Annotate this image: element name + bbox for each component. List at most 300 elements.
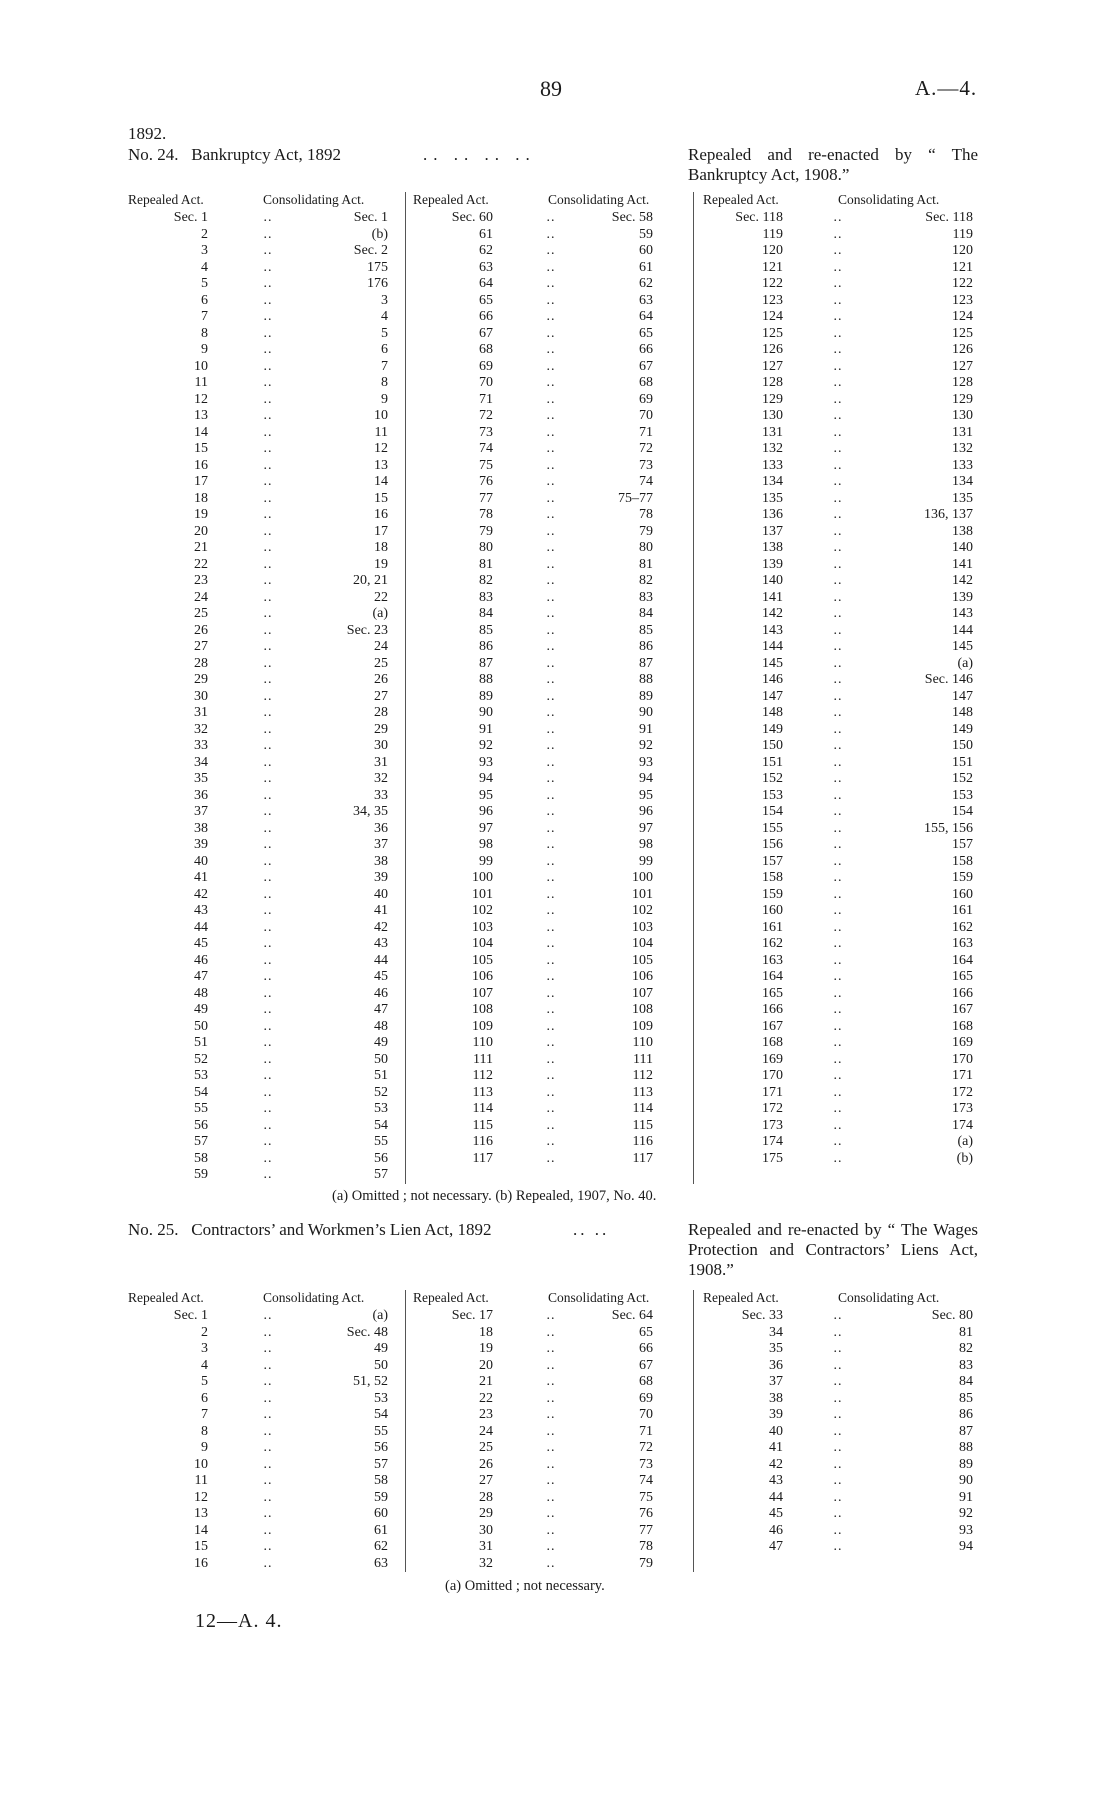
consolidating-section: 141: [952, 556, 973, 572]
repealed-section: 28: [194, 655, 208, 671]
repealed-section: 115: [472, 1117, 493, 1133]
repealed-section: 111: [473, 1051, 493, 1067]
consolidating-section: 25: [374, 655, 388, 671]
table-row: [128, 1035, 988, 1052]
table-row: [128, 1019, 988, 1036]
leader-dots: ..: [833, 1522, 843, 1538]
consolidating-section: 98: [639, 837, 653, 852]
leader-dots: ..: [263, 1134, 273, 1149]
leader-dots: ..: [546, 457, 556, 473]
leader-dots: ..: [263, 243, 273, 258]
consolidating-section: 148: [952, 705, 973, 720]
table-row: [128, 474, 988, 491]
consolidating-section: 102: [632, 903, 653, 918]
consolidating-section: 55: [374, 1134, 388, 1149]
repealed-section: 47: [194, 969, 208, 984]
leader-dots: ..: [833, 622, 843, 638]
repealed-section: 88: [479, 672, 493, 687]
leader-dots: ..: [833, 556, 843, 572]
consolidating-section: 154: [952, 804, 973, 819]
consolidating-section: 173: [952, 1101, 973, 1116]
leader-dots: ..: [833, 1308, 843, 1323]
repealed-section: 30: [479, 1522, 493, 1538]
repealed-section: 3: [201, 1341, 208, 1356]
consolidating-section: 87: [959, 1423, 973, 1439]
repealed-section: 167: [762, 1018, 783, 1034]
leader-dots: ..: [833, 705, 843, 720]
repealed-section: 133: [762, 457, 783, 473]
repealed-section: 75: [479, 457, 493, 473]
repealed-section: 70: [479, 375, 493, 390]
leader-dots: ..: [263, 1456, 273, 1472]
repealed-section: 40: [769, 1423, 783, 1439]
repealed-section: 158: [762, 870, 783, 885]
repealed-section: 30: [194, 688, 208, 704]
repealed-section: 127: [762, 358, 783, 374]
repealed-section: 29: [194, 672, 208, 687]
repealed-section: 34: [769, 1324, 783, 1340]
table-row: [128, 1134, 988, 1151]
repealed-section: 171: [762, 1084, 783, 1100]
leader-dots: ..: [263, 309, 273, 324]
table-row: [128, 986, 988, 1003]
repealed-section: 71: [479, 391, 493, 407]
repealed-section: 79: [479, 523, 493, 539]
leader-dots: ..: [263, 969, 273, 984]
consolidating-section: 42: [374, 919, 388, 935]
repealed-section: 7: [201, 1407, 208, 1422]
leader-dots: ..: [546, 969, 556, 984]
consolidating-section: 91: [959, 1489, 973, 1505]
consolidating-section: 124: [952, 309, 973, 324]
leader-dots: ..: [263, 837, 273, 852]
repealed-section: 126: [762, 342, 783, 357]
repealed-section: 95: [479, 787, 493, 803]
consolidating-section: 53: [374, 1390, 388, 1406]
repealed-section: 22: [194, 556, 208, 572]
consolidating-section: 89: [959, 1456, 973, 1472]
repealed-section: 117: [472, 1150, 493, 1166]
consolidating-section: 34, 35: [353, 804, 388, 819]
table-row: [128, 309, 988, 326]
leader-dots: ..: [263, 490, 273, 506]
repealed-section: 36: [194, 787, 208, 803]
repealed-section: 164: [762, 969, 783, 984]
leader-dots: ..: [833, 952, 843, 968]
consolidating-section: 93: [639, 754, 653, 770]
repealed-section: 59: [194, 1167, 208, 1182]
table-row: [128, 1556, 988, 1573]
act-25-table: [128, 1290, 988, 1572]
leader-dots: ..: [263, 457, 273, 473]
leader-dots: ..: [263, 1308, 273, 1323]
leader-dots: ..: [263, 259, 273, 275]
table-row: [128, 606, 988, 623]
table-row: [128, 293, 988, 310]
consolidating-section: 19: [374, 556, 388, 572]
leader-dots: ..: [546, 523, 556, 539]
leader-dots: ..: [833, 474, 843, 489]
repealed-section: 107: [472, 985, 493, 1001]
repealed-section: 41: [769, 1440, 783, 1455]
consolidating-section: 6: [381, 342, 388, 357]
repealed-section: 14: [194, 1522, 208, 1538]
repealed-section: 143: [762, 622, 783, 638]
leader-dots: ..: [546, 1117, 556, 1133]
leader-dots: ..: [546, 1456, 556, 1472]
consolidating-section: 114: [632, 1101, 653, 1116]
repealed-section: 153: [762, 787, 783, 803]
leader-dots: ..: [263, 936, 273, 951]
consolidating-section: 63: [639, 292, 653, 308]
leader-dots: ..: [263, 523, 273, 539]
leader-dots: ..: [833, 1489, 843, 1505]
repealed-section: 130: [762, 408, 783, 423]
leader-dots: ..: [546, 606, 556, 621]
table-row: [128, 1506, 988, 1523]
repealed-section: 76: [479, 474, 493, 489]
repealed-section: 105: [472, 952, 493, 968]
leader-dots: ..: [546, 243, 556, 258]
leader-dots: ..: [263, 1522, 273, 1538]
consolidating-section: 62: [374, 1539, 388, 1554]
leader-dots: ..: [546, 672, 556, 687]
table-row: [128, 1052, 988, 1069]
repealed-section: 85: [479, 622, 493, 638]
act-24-leader-dots: .. .. .. ..: [423, 145, 536, 164]
consolidating-section: 103: [632, 919, 653, 935]
consolidating-section: 12: [374, 441, 388, 456]
leader-dots: ..: [263, 391, 273, 407]
consolidating-section: 56: [374, 1150, 388, 1166]
leader-dots: ..: [263, 1150, 273, 1166]
leader-dots: ..: [546, 589, 556, 605]
consolidating-section: 111: [633, 1051, 653, 1067]
repealed-section: 43: [769, 1473, 783, 1488]
leader-dots: ..: [833, 672, 843, 687]
repealed-section: 100: [472, 870, 493, 885]
consolidating-section: 39: [374, 870, 388, 885]
consolidating-section: 57: [374, 1167, 388, 1182]
table-row: [128, 524, 988, 541]
consolidating-section: 49: [374, 1341, 388, 1356]
consolidating-section: 165: [952, 969, 973, 984]
repealed-section: 18: [479, 1324, 493, 1340]
column-header: Consolidating Act.: [548, 192, 650, 207]
repealed-section: 135: [762, 490, 783, 506]
repealed-section: 55: [194, 1101, 208, 1116]
consolidating-section: 130: [952, 408, 973, 423]
repealed-section: 23: [194, 573, 208, 588]
table-row: [128, 1341, 988, 1358]
consolidating-section: 86: [639, 639, 653, 654]
column-header: Consolidating Act.: [838, 192, 940, 207]
consolidating-section: Sec. 1: [353, 210, 388, 225]
table-row: [128, 804, 988, 821]
repealed-section: 148: [762, 705, 783, 720]
leader-dots: ..: [546, 754, 556, 770]
leader-dots: ..: [833, 1407, 843, 1422]
consolidating-section: (b): [956, 1150, 973, 1166]
leader-dots: ..: [546, 309, 556, 324]
leader-dots: ..: [263, 276, 273, 291]
consolidating-section: Sec. 48: [346, 1324, 388, 1340]
leader-dots: ..: [546, 639, 556, 654]
repealed-section: 125: [762, 325, 783, 341]
consolidating-section: 86: [959, 1407, 973, 1422]
column-header: Repealed Act.: [413, 192, 489, 207]
leader-dots: ..: [833, 243, 843, 258]
leader-dots: ..: [833, 886, 843, 902]
leader-dots: ..: [263, 820, 273, 836]
table-row: [128, 1407, 988, 1424]
consolidating-section: 92: [959, 1506, 973, 1521]
leader-dots: ..: [263, 226, 273, 242]
page-number: 89: [540, 76, 562, 101]
consolidating-section: 68: [639, 375, 653, 390]
column-header: Repealed Act.: [703, 1290, 779, 1305]
repealed-section: 48: [194, 985, 208, 1001]
table-row: [128, 854, 988, 871]
consolidating-section: 73: [639, 1456, 653, 1472]
consolidating-section: 49: [374, 1035, 388, 1050]
leader-dots: ..: [833, 655, 843, 671]
consolidating-section: (a): [957, 655, 973, 671]
leader-dots: ..: [263, 1068, 273, 1083]
repealed-section: 27: [479, 1473, 493, 1488]
consolidating-section: 36: [374, 820, 388, 836]
repealed-section: 109: [472, 1018, 493, 1034]
consolidating-section: 161: [952, 903, 973, 918]
consolidating-section: 169: [952, 1035, 973, 1050]
leader-dots: ..: [263, 705, 273, 720]
repealed-section: 44: [194, 919, 208, 935]
leader-dots: ..: [263, 540, 273, 555]
table-row: [128, 639, 988, 656]
repealed-section: 96: [479, 804, 493, 819]
leader-dots: ..: [833, 1051, 843, 1067]
repealed-section: 47: [769, 1539, 783, 1554]
leader-dots: ..: [263, 1167, 273, 1182]
consolidating-section: 27: [374, 688, 388, 704]
leader-dots: ..: [546, 1308, 556, 1323]
consolidating-section: 14: [374, 474, 388, 489]
repealed-section: 54: [194, 1084, 208, 1100]
consolidating-section: 31: [374, 754, 388, 770]
leader-dots: ..: [833, 309, 843, 324]
consolidating-section: 127: [952, 358, 973, 374]
repealed-section: 155: [762, 820, 783, 836]
leader-dots: ..: [546, 1489, 556, 1505]
table-row: [128, 1490, 988, 1507]
repealed-section: 14: [194, 424, 208, 440]
repealed-section: 20: [479, 1357, 493, 1373]
table-row: [128, 507, 988, 524]
repealed-section: 65: [479, 292, 493, 308]
leader-dots: ..: [833, 1101, 843, 1116]
leader-dots: ..: [833, 1473, 843, 1488]
leader-dots: ..: [833, 1084, 843, 1100]
leader-dots: ..: [546, 655, 556, 671]
repealed-section: 35: [769, 1341, 783, 1356]
repealed-section: 93: [479, 754, 493, 770]
consolidating-section: 135: [952, 490, 973, 506]
leader-dots: ..: [263, 1473, 273, 1488]
act-24-title: No. 24. Bankruptcy Act, 1892: [128, 145, 341, 164]
repealed-section: 132: [762, 441, 783, 456]
consolidating-section: (a): [957, 1134, 973, 1149]
table-row: [128, 408, 988, 425]
consolidating-section: 13: [374, 457, 388, 473]
repealed-section: 27: [194, 639, 208, 654]
leader-dots: ..: [833, 375, 843, 390]
consolidating-section: 97: [639, 820, 653, 836]
leader-dots: ..: [263, 903, 273, 918]
year-heading: 1892.: [128, 124, 167, 143]
leader-dots: ..: [546, 1473, 556, 1488]
leader-dots: ..: [263, 985, 273, 1001]
repealed-section: 119: [762, 226, 783, 242]
repealed-section: 168: [762, 1035, 783, 1050]
leader-dots: ..: [263, 1035, 273, 1050]
leader-dots: ..: [546, 936, 556, 951]
leader-dots: ..: [833, 1150, 843, 1166]
repealed-section: 113: [472, 1084, 493, 1100]
leader-dots: ..: [546, 1522, 556, 1538]
leader-dots: ..: [833, 507, 843, 522]
leader-dots: ..: [263, 787, 273, 803]
repealed-section: 116: [472, 1134, 493, 1149]
consolidating-section: 17: [374, 523, 388, 539]
leader-dots: ..: [833, 787, 843, 803]
repealed-section: 41: [194, 870, 208, 885]
repealed-section: 42: [194, 886, 208, 902]
repealed-section: 57: [194, 1134, 208, 1149]
leader-dots: ..: [833, 820, 843, 836]
repealed-section: 24: [479, 1423, 493, 1439]
leader-dots: ..: [546, 1051, 556, 1067]
repealed-section: 112: [472, 1068, 493, 1083]
table-row: [128, 227, 988, 244]
column-divider: [405, 1290, 406, 1572]
leader-dots: ..: [263, 870, 273, 885]
repealed-section: 11: [194, 375, 208, 390]
leader-dots: ..: [546, 1101, 556, 1116]
table-row: [128, 1068, 988, 1085]
consolidating-section: 66: [639, 1341, 653, 1356]
consolidating-section: 40: [374, 886, 388, 902]
repealed-section: 103: [472, 919, 493, 935]
leader-dots: ..: [546, 1423, 556, 1439]
leader-dots: ..: [263, 1324, 273, 1340]
table-row: [128, 722, 988, 739]
leader-dots: ..: [833, 771, 843, 786]
repealed-section: 46: [769, 1522, 783, 1538]
consolidating-section: 61: [374, 1522, 388, 1538]
repealed-section: 16: [194, 1555, 208, 1571]
leader-dots: ..: [833, 936, 843, 951]
leader-dots: ..: [546, 1134, 556, 1149]
repealed-section: 31: [479, 1539, 493, 1554]
consolidating-section: 139: [952, 589, 973, 605]
consolidating-section: 170: [952, 1051, 973, 1067]
leader-dots: ..: [263, 1407, 273, 1422]
leader-dots: ..: [833, 226, 843, 242]
leader-dots: ..: [263, 441, 273, 456]
repealed-section: 15: [194, 1539, 208, 1554]
leader-dots: ..: [546, 837, 556, 852]
table-row: [128, 656, 988, 673]
consolidating-section: 109: [632, 1018, 653, 1034]
table-row: [128, 1523, 988, 1540]
consolidating-section: 48: [374, 1018, 388, 1034]
leader-dots: ..: [833, 259, 843, 275]
consolidating-section: 11: [374, 424, 388, 440]
leader-dots: ..: [546, 226, 556, 242]
repealed-section: 159: [762, 886, 783, 902]
repealed-section: 146: [762, 672, 783, 687]
repealed-section: 78: [479, 507, 493, 522]
repealed-section: 33: [194, 738, 208, 753]
consolidating-section: 149: [952, 721, 973, 737]
consolidating-section: 9: [381, 391, 388, 407]
repealed-section: 151: [762, 754, 783, 770]
repealed-section: 58: [194, 1150, 208, 1166]
repealed-section: 5: [201, 276, 208, 291]
act-24-table: [128, 192, 988, 1184]
repealed-section: 128: [762, 375, 783, 390]
repealed-section: 9: [201, 1440, 208, 1455]
consolidating-section: 72: [639, 441, 653, 456]
repealed-section: 36: [769, 1357, 783, 1373]
leader-dots: ..: [833, 358, 843, 374]
consolidating-section: 3: [381, 292, 388, 308]
leader-dots: ..: [263, 919, 273, 935]
consolidating-section: 136, 137: [924, 507, 973, 522]
repealed-section: 68: [479, 342, 493, 357]
repealed-section: 175: [762, 1150, 783, 1166]
consolidating-section: 105: [632, 952, 653, 968]
table-row: [128, 1358, 988, 1375]
repealed-section: 89: [479, 688, 493, 704]
repealed-section: 17: [194, 474, 208, 489]
leader-dots: ..: [263, 556, 273, 572]
leader-dots: ..: [263, 738, 273, 753]
consolidating-section: 37: [374, 837, 388, 852]
table-row: [128, 953, 988, 970]
consolidating-section: 44: [374, 952, 388, 968]
table-row: [128, 738, 988, 755]
table-row: [128, 755, 988, 772]
repealed-section: 46: [194, 952, 208, 968]
leader-dots: ..: [833, 985, 843, 1001]
leader-dots: ..: [546, 985, 556, 1001]
leader-dots: ..: [546, 870, 556, 885]
repealed-section: 165: [762, 985, 783, 1001]
repealed-section: 63: [479, 259, 493, 275]
consolidating-section: 90: [639, 705, 653, 720]
repealed-section: 44: [769, 1489, 783, 1505]
table-row: [128, 903, 988, 920]
leader-dots: ..: [546, 622, 556, 638]
table-row: [128, 326, 988, 343]
table-row: [128, 342, 988, 359]
repealed-section: 82: [479, 573, 493, 588]
repealed-section: 28: [479, 1489, 493, 1505]
repealed-section: 21: [479, 1374, 493, 1389]
leader-dots: ..: [833, 903, 843, 918]
repealed-section: 37: [194, 804, 208, 819]
